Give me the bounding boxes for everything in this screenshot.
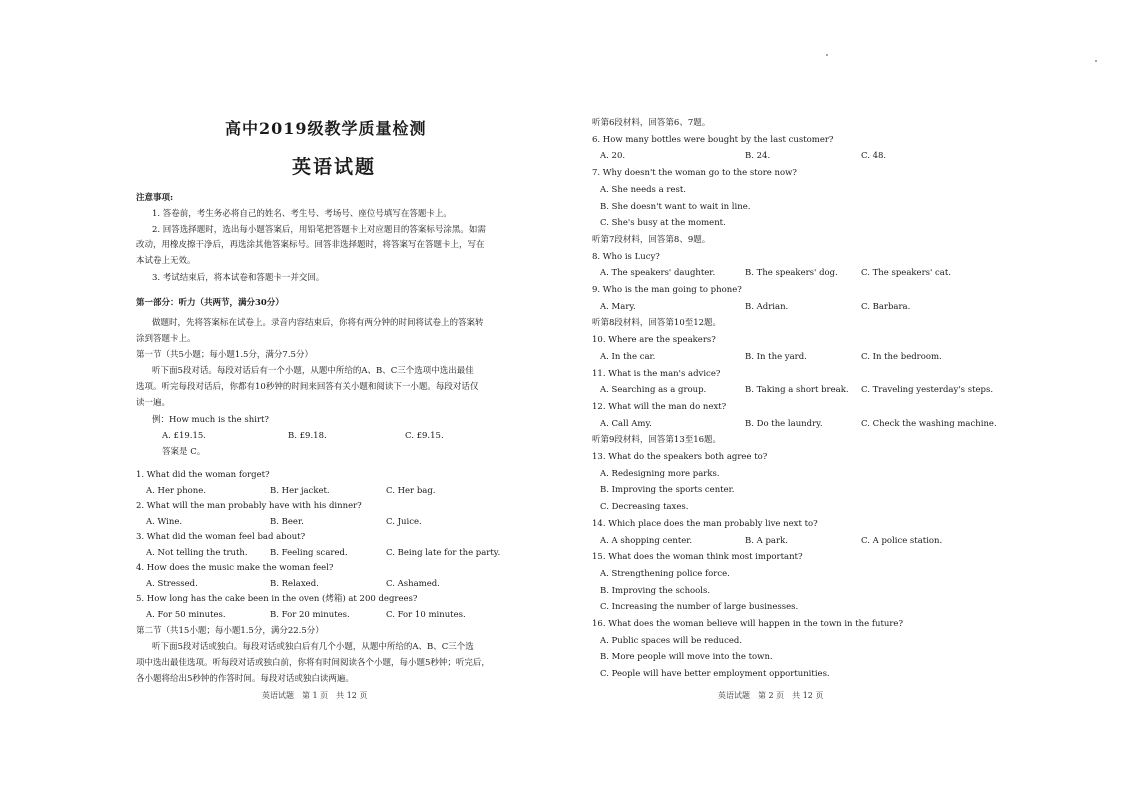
section2-intro-line: 项中选出最佳选项。听每段对话或独白前，你将有时间阅读各个小题，每小题5秒钟；听完后， — [136, 658, 490, 668]
option-line: C. She's busy at the moment. — [600, 218, 726, 228]
question: 5. How long has the cake been in the oven (烤箱) at 200 degrees? — [136, 594, 418, 604]
material-heading: 听第6段材料，回答第6、7题。 — [592, 118, 711, 128]
question: 7. Why doesn't the woman go to the store now? — [592, 168, 797, 178]
page-footer: 英语试题 第 2 页 共 12 页 — [718, 691, 824, 700]
option-line: A. Strengthening police force. — [600, 569, 730, 579]
option-c: C. Ashamed. — [386, 579, 440, 589]
option-c: C. Her bag. — [386, 486, 436, 496]
part1-intro-line: 涂到答题卡上。 — [136, 334, 196, 344]
option-c: C. Traveling yesterday's steps. — [861, 385, 994, 395]
option-b: B. The speakers' dog. — [745, 268, 838, 278]
option-line: A. Public spaces will be reduced. — [600, 636, 743, 646]
exam-title: 高中2019级教学质量检测 — [225, 119, 427, 138]
option-b: B. Feeling scared. — [270, 548, 348, 558]
option-c: C. A police station. — [861, 536, 943, 546]
question: 13. What do the speakers both agree to? — [592, 452, 768, 462]
option-a: A. Not telling the truth. — [146, 548, 248, 558]
notice-line: 3. 考试结束后，将本试卷和答题卡一并交回。 — [152, 273, 325, 283]
section1-intro-line: 读一遍。 — [136, 398, 171, 408]
question: 4. How does the music make the woman feel? — [136, 563, 334, 573]
left-page — [130, 0, 550, 794]
option-a: A. The speakers' daughter. — [600, 268, 716, 278]
option-line: B. More people will move into the town. — [600, 652, 773, 662]
option-b: B. Do the laundry. — [745, 419, 823, 429]
option-a: A. In the car. — [600, 352, 656, 362]
option-a: A. Stressed. — [146, 579, 198, 589]
notice-line: 本试卷上无效。 — [136, 256, 196, 266]
option-c: C. Barbara. — [861, 302, 911, 312]
option-line: C. Decreasing taxes. — [600, 502, 689, 512]
option-c: C. 48. — [861, 151, 887, 161]
option-line: B. Improving the schools. — [600, 586, 711, 596]
example-option-a: A. £19.15. — [162, 431, 206, 441]
question: 9. Who is the man going to phone? — [592, 285, 742, 295]
example-option-c: C. £9.15. — [405, 431, 444, 441]
option-a: A. Call Amy. — [600, 419, 652, 429]
notice-line: 改动，用橡皮擦干净后，再选涂其他答案标号。回答非选择题时，将答案写在答题卡上，写在 — [136, 240, 485, 250]
page-footer: 英语试题 第 1 页 共 12 页 — [262, 691, 368, 700]
section2-intro-line: 各小题将给出5秒钟的作答时间。每段对话或独白读两遍。 — [136, 674, 354, 684]
option-a: A. A shopping center. — [600, 536, 693, 546]
example-question: 例：How much is the shirt? — [152, 415, 269, 425]
question: 10. Where are the speakers? — [592, 335, 716, 345]
option-c: C. For 10 minutes. — [386, 610, 466, 620]
scan-speck — [1095, 60, 1097, 62]
notice-line: 1. 答卷前，考生务必将自己的姓名、考生号、考场号、座位号填写在答题卡上。 — [152, 209, 452, 219]
option-c: C. Juice. — [386, 517, 422, 527]
question: 3. What did the woman feel bad about? — [136, 532, 306, 542]
right-page — [588, 0, 1008, 794]
question: 1. What did the woman forget? — [136, 470, 270, 480]
option-a: A. Searching as a group. — [600, 385, 707, 395]
option-b: B. In the yard. — [745, 352, 807, 362]
option-a: A. For 50 minutes. — [146, 610, 226, 620]
option-b: B. A park. — [745, 536, 788, 546]
section1-intro-line: 选项。听完每段对话后，你都有10秒钟的时间来回答有关小题和阅读下一小题。每段对话仅 — [136, 382, 479, 392]
option-c: C. The speakers' cat. — [861, 268, 951, 278]
section1-heading: 第一节（共5小题；每小题1.5分，满分7.5分） — [136, 350, 313, 360]
question: 15. What does the woman think most important? — [592, 552, 803, 562]
option-b: B. 24. — [745, 151, 771, 161]
scan-speck — [826, 54, 828, 56]
question: 6. How many bottles were bought by the last customer? — [592, 135, 834, 145]
question: 14. Which place does the man probably live next to? — [592, 519, 818, 529]
question: 2. What will the man probably have with his dinner? — [136, 501, 362, 511]
example-answer: 答案是 C。 — [162, 447, 206, 457]
option-line: B. Improving the sports center. — [600, 485, 735, 495]
example-option-b: B. £9.18. — [288, 431, 327, 441]
question: 8. Who is Lucy? — [592, 252, 660, 262]
option-b: B. Adrian. — [745, 302, 789, 312]
option-c: C. Being late for the party. — [386, 548, 501, 558]
option-a: A. Wine. — [146, 517, 183, 527]
section1-intro-line: 听下面5段对话。每段对话后有一个小题，从题中所给的A、B、C三个选项中选出最佳 — [152, 366, 474, 376]
part1-intro-line: 做题时，先将答案标在试卷上。录音内容结束后，你将有两分钟的时间将试卷上的答案转 — [152, 318, 484, 328]
question: 16. What does the woman believe will happen in the town in the future? — [592, 619, 904, 629]
question: 12. What will the man do next? — [592, 402, 727, 412]
part1-heading: 第一部分：听力（共两节，满分30分） — [136, 298, 284, 308]
option-line: C. People will have better employment opportunities. — [600, 669, 830, 679]
option-line: A. She needs a rest. — [600, 185, 686, 195]
option-b: B. Beer. — [270, 517, 304, 527]
option-a: A. 20. — [600, 151, 626, 161]
section2-heading: 第二节（共15小题；每小题1.5分，满分22.5分） — [136, 626, 324, 636]
option-line: A. Redesigning more parks. — [600, 469, 720, 479]
option-b: B. Her jacket. — [270, 486, 330, 496]
option-b: B. For 20 minutes. — [270, 610, 350, 620]
option-b: B. Relaxed. — [270, 579, 319, 589]
option-line: C. Increasing the number of large businesses. — [600, 602, 799, 612]
material-heading: 听第9段材料，回答第13至16题。 — [592, 435, 722, 445]
question: 11. What is the man's advice? — [592, 369, 721, 379]
option-a: A. Her phone. — [146, 486, 206, 496]
option-c: C. In the bedroom. — [861, 352, 942, 362]
option-c: C. Check the washing machine. — [861, 419, 997, 429]
option-line: B. She doesn't want to wait in line. — [600, 202, 751, 212]
notice-heading: 注意事项: — [136, 193, 174, 203]
option-b: B. Taking a short break. — [745, 385, 849, 395]
notice-line: 2. 回答选择题时，选出每小题答案后，用铅笔把答题卡上对应题目的答案标号涂黑。如需 — [152, 225, 486, 235]
material-heading: 听第7段材料，回答第8、9题。 — [592, 235, 711, 245]
option-a: A. Mary. — [600, 302, 636, 312]
section2-intro-line: 听下面5段对话或独白。每段对话或独白后有几个小题，从题中所给的A、B、C三个选 — [152, 642, 474, 652]
exam-subtitle: 英语试题 — [292, 156, 377, 178]
material-heading: 听第8段材料，回答第10至12题。 — [592, 318, 722, 328]
